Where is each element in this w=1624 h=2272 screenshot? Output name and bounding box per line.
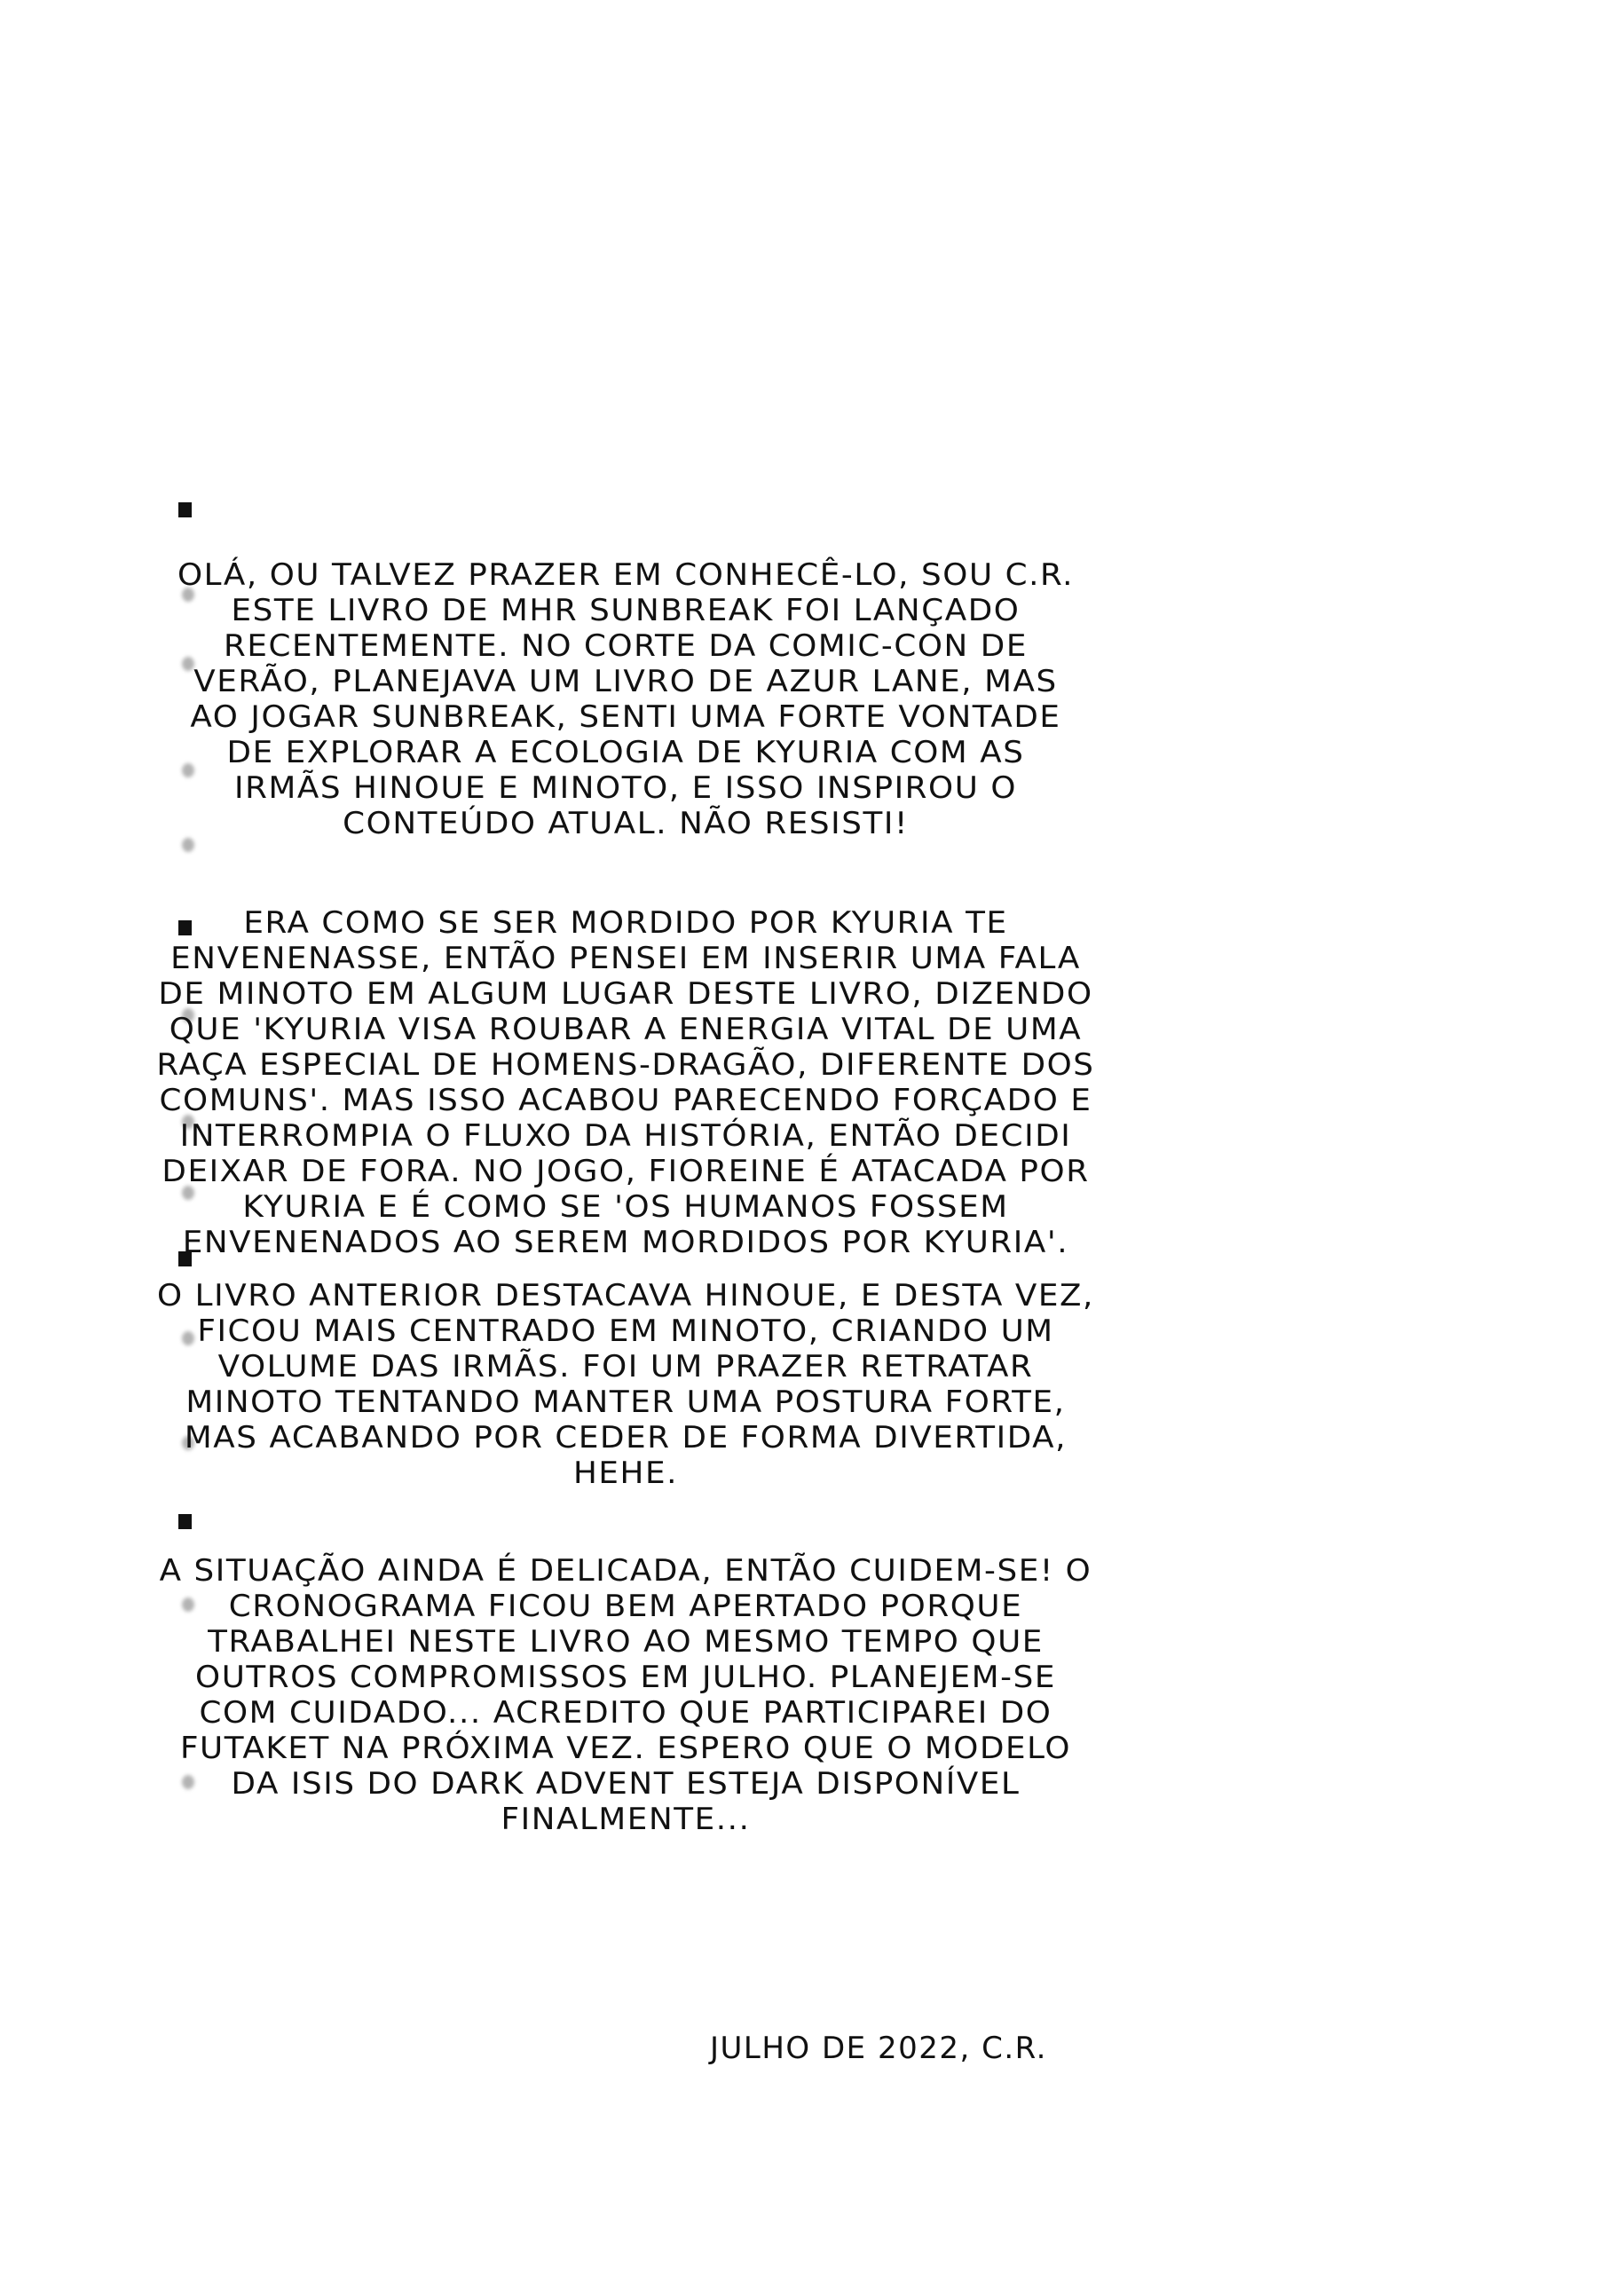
section-bullet-4 bbox=[178, 1514, 192, 1529]
signature-date: JULHO DE 2022, C.R. bbox=[710, 2031, 1047, 2066]
paragraph-minoto-volume: O LIVRO ANTERIOR DESTACAVA HINOUE, E DESTA VEZ, FICOU MAIS CENTRADO EM MINOTO, CRIANDO UM VOLUME DAS IRMÃS. FOI UM PRAZER RETRATAR MINOTO TENTANDO MANTER UMA POSTURA FORTE, MAS ACABANDO POR CEDER DE FORMA DIVERTIDA, HEHE. bbox=[157, 1278, 1094, 1491]
paragraph-schedule: A SITUAÇÃO AINDA É DELICADA, ENTÃO CUIDEM-SE! O CRONOGRAMA FICOU BEM APERTADO PORQUE TRABALHEI NESTE LIVRO AO MESMO TEMPO QUE OUTROS COMPROMISSOS EM JULHO. PLANEJEM-SE COM CUIDADO... ACREDITO QUE PARTICIPAREI DO FUTAKET NA PRÓXIMA VEZ. ESPERO QUE O MODELO DA ISIS DO DARK ADVENT ESTEJA DISPONÍVEL FINALMENTE... bbox=[159, 1553, 1092, 1837]
section-bullet-1 bbox=[178, 502, 192, 517]
paragraph-kyuria-venom: ERA COMO SE SER MORDIDO POR KYURIA TE ENVENENASSE, ENTÃO PENSEI EM INSERIR UMA FALA DE MINOTO EM ALGUM LUGAR DESTE LIVRO, DIZENDO QUE 'KYURIA VISA ROUBAR A ENERGIA VITAL DE UMA RAÇA ESPECIAL DE HOMENS-DRAGÃO, DIFERENTE DOS COMUNS'. MAS ISSO ACABOU PARECENDO FORÇADO E INTERROMPIA O FLUXO DA HISTÓRIA, ENTÃO DECIDI DEIXAR DE FORA. NO JOGO, FIOREINE É ATACADA POR KYURIA E É COMO SE 'OS HUMANOS FOSSEM ENVENENADOS AO SEREM MORDIDOS POR KYURIA'. bbox=[156, 905, 1095, 1260]
paragraph-greeting: OLÁ, OU TALVEZ PRAZER EM CONHECÊ-LO, SOU C.R. ESTE LIVRO DE MHR SUNBREAK FOI LANÇADO RECENTEMENTE. NO CORTE DA COMIC-CON DE VERÃO, PLANEJAVA UM LIVRO DE AZUR LANE, MAS AO JOGAR SUNBREAK, SENTI UMA FORTE VONTADE DE EXPLORAR A ECOLOGIA DE KYURIA COM AS IRMÃS HINOUE E MINOTO, E ISSO INSPIROU O CONTEÚDO ATUAL. NÃO RESISTI! bbox=[177, 557, 1075, 841]
